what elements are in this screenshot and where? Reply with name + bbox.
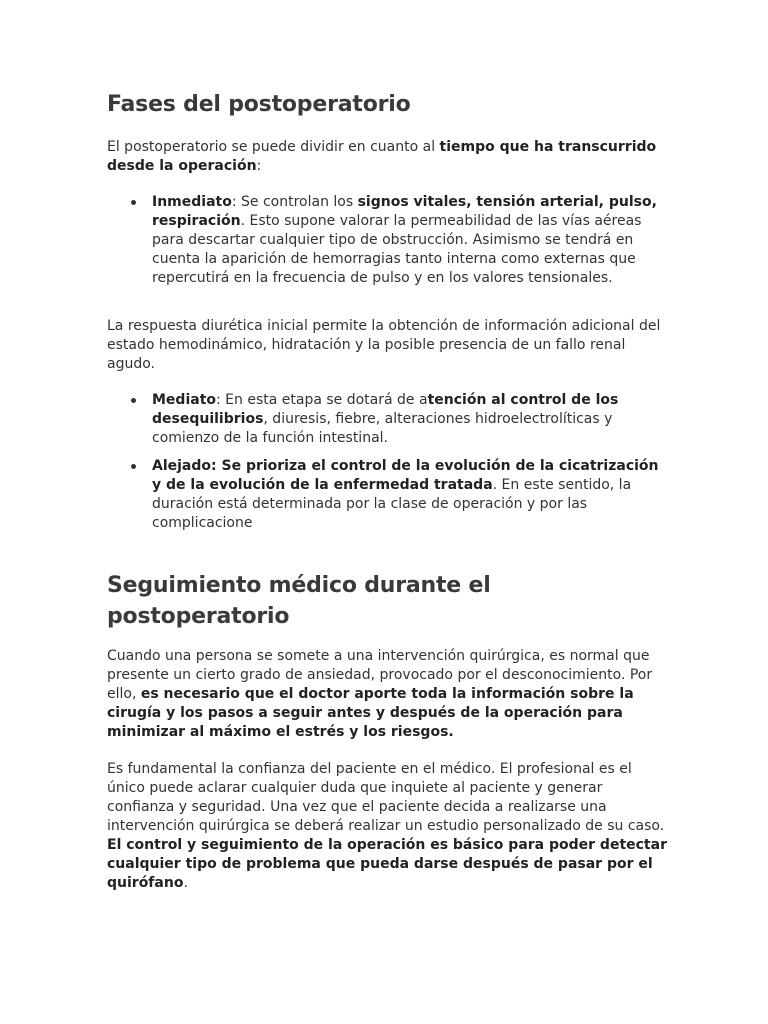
seguimiento-paragraph-1 (107, 647, 667, 742)
inmediato-label: Inmediato (152, 194, 232, 210)
mediato-label: Mediato (152, 392, 217, 408)
diuretic-paragraph: La respuesta diurética inicial permite la obtención de información adicional del estado hemodinámico, hidratación y la posible presencia de un fallo renal agudo. (107, 318, 661, 372)
list-item-mediato (152, 391, 667, 448)
heading-fases: Fases del postoperatorio (107, 92, 411, 117)
seg-p2-bold: El control y seguimiento de la operación es básico para poder detectar cualquier tipo de problema que pueda darse después de pasar por el quirófano (107, 837, 667, 891)
intro-text: El postoperatorio se puede dividir en cuanto al (107, 139, 440, 155)
list-item-alejado (152, 457, 667, 533)
mediato-text1: : En esta etapa se dotará de a (216, 392, 428, 408)
seg-p1-bold: es necesario que el doctor aporte toda la información sobre la cirugía y los pasos a seguir antes y después de la operación para minimizar al máximo el estrés y los riesgos. (107, 686, 634, 740)
seg-p2-end: . (183, 875, 188, 891)
intro-end: : (256, 158, 262, 174)
seg-p2-text: Es fundamental la confianza del paciente en el médico. El profesional es el único puede aclarar cualquier duda que inquiete al paciente y generar confianza y seguridad. Una vez que el paciente decida a realizarse una intervención quirúrgica se deberá realizar un estudio personalizado de su caso. (107, 761, 665, 834)
mediato-text2: , diuresis, fiebre, alteraciones hidroelectrolíticas y comienzo de la función intestinal. (152, 411, 613, 446)
inmediato-text2: . Esto supone valorar la permeabilidad de las vías aéreas para descartar cualquier tipo de obstrucción. Asimismo se tendrá en cuenta la aparición de hemorragias tanto interna como externas que repercutirá en la frecuencia de pulso y en los valores tensionales. (152, 213, 642, 286)
seguimiento-paragraph-2 (107, 760, 667, 893)
seg-p1-text: Cuando una persona se somete a una intervención quirúrgica, es normal que presente un cierto grado de ansiedad, provocado por el desconocimiento. Por ello, (107, 648, 653, 702)
phases-list-1 (107, 193, 667, 297)
alejado-text: . En este sentido, la duración está determinada por la clase de operación y por las complicacione (152, 477, 632, 531)
heading-seguimiento: Seguimiento médico durante el postoperatorio (107, 573, 491, 629)
phases-list-2 (107, 391, 667, 542)
list-item-inmediato (152, 193, 667, 288)
inmediato-bold: signos vitales, tensión arterial, pulso, respiración (152, 194, 657, 229)
alejado-bold: Alejado: Se prioriza el control de la evolución de la cicatrización y de la evolución de la enfermedad tratada (152, 458, 659, 493)
intro-paragraph (107, 138, 667, 176)
intro-bold: tiempo que ha transcurrido desde la operación (107, 139, 657, 174)
mediato-bold: tención al control de los desequilibrios (152, 392, 619, 427)
inmediato-text1: : Se controlan los (231, 194, 358, 210)
